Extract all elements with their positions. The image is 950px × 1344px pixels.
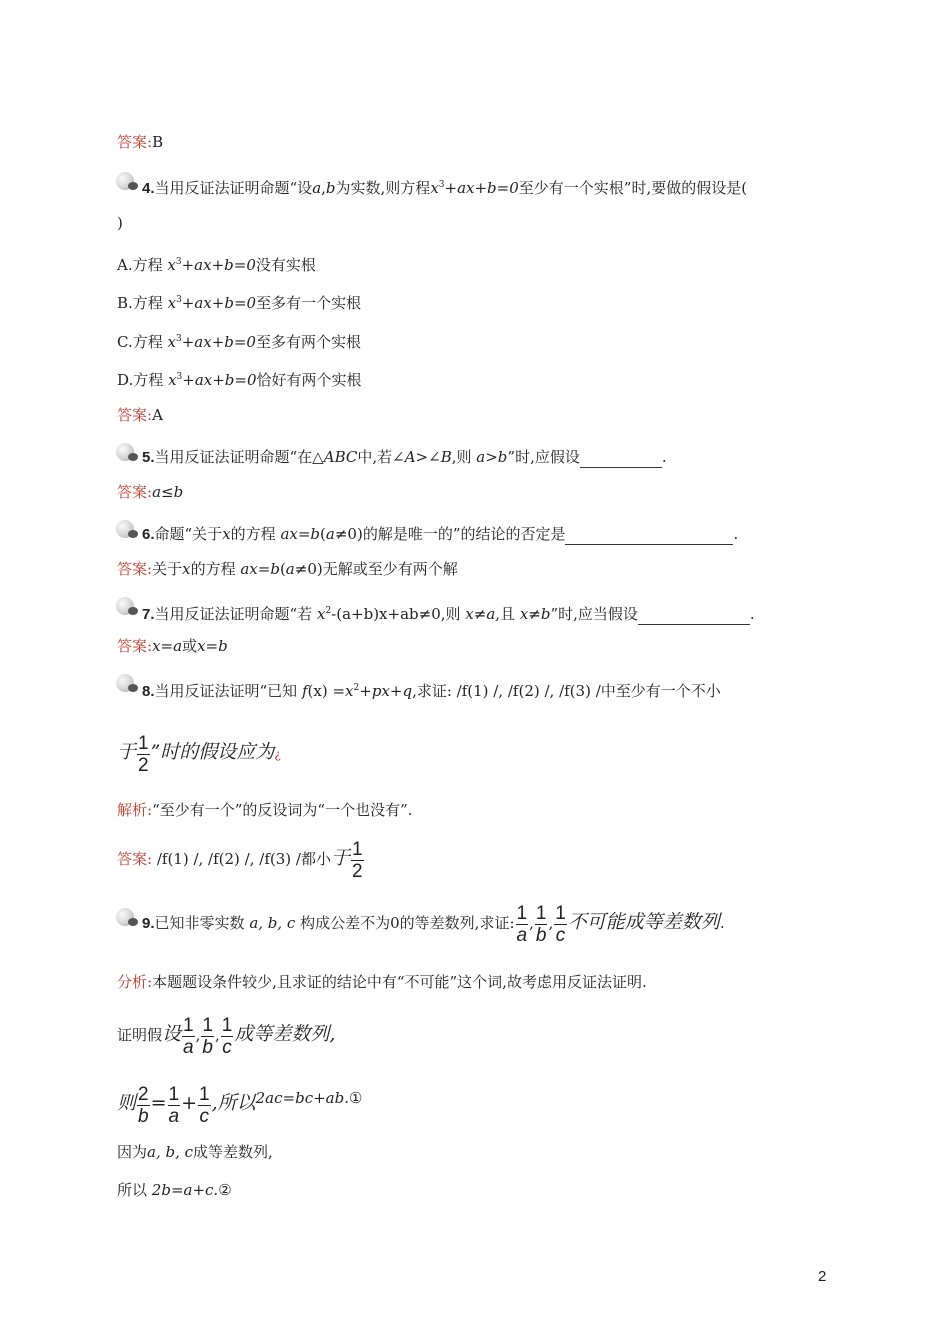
p1-big: 设: [162, 1023, 182, 1045]
equation: +ax+b=0: [182, 371, 257, 389]
q5-text-4: ”时,应假设: [507, 448, 580, 466]
solution-text: “至少有一个”的反设词为“一个也没有”.: [152, 801, 413, 819]
denominator: a: [183, 1036, 194, 1058]
colon: :: [147, 801, 153, 819]
var-a: a: [325, 525, 335, 543]
denominator: 2: [351, 860, 363, 882]
denominator: c: [199, 1105, 210, 1127]
period: .: [733, 525, 739, 543]
vars: a, b, c: [147, 1143, 194, 1161]
q8b-post: ”时的假设应为: [150, 741, 275, 763]
q5-text-1: 当用反证法证明命题“在△: [154, 448, 324, 466]
numerator: 1: [168, 1083, 180, 1105]
p4-equation: 2b=a+c.: [151, 1181, 219, 1199]
answer-6: [117, 559, 458, 579]
var-x: x: [316, 605, 326, 623]
fraction-one-half: [351, 839, 364, 882]
denominator: a: [168, 1105, 180, 1127]
question-bullet-icon: [114, 906, 138, 928]
equation-rest: +px+q: [359, 682, 413, 700]
question-8: [142, 678, 721, 702]
comma: ,: [548, 914, 554, 932]
condition-2: x≠b: [519, 605, 551, 623]
q5-text-3: ,则: [451, 448, 472, 466]
expression: -(a+b)x+ab≠0,则: [331, 605, 461, 623]
var-b: b: [325, 179, 336, 197]
period: .: [719, 914, 725, 932]
question-bullet-icon: [114, 595, 138, 617]
option-letter: A.: [117, 256, 133, 274]
question-4: [142, 175, 747, 199]
q4-option-a: [117, 252, 316, 275]
q6-text-3: 的解是唯一的”的结论的否定是: [362, 525, 566, 543]
circled-two: ②: [218, 1181, 232, 1199]
q8-text-2: ,求证: /f(1) /, /f(2) /, /f(3) /中至少有一个不小: [412, 682, 721, 700]
answer-8: [117, 836, 365, 882]
or-text: 或: [182, 637, 198, 655]
answer-label: 答案: [117, 637, 148, 655]
colon: :: [147, 483, 153, 501]
var-x: x: [167, 294, 177, 312]
q5-text-2: 中,若∠: [357, 448, 405, 466]
p3-post: 成等差数列,: [193, 1143, 273, 1161]
a6-text-1: 关于: [152, 560, 183, 578]
analysis-text: 本题题设条件较少,且求证的结论中有“不可能”这个词,故考虑用反证法证明.: [152, 973, 647, 991]
p1-end: ,: [329, 1023, 336, 1045]
numerator: 1: [555, 902, 566, 924]
comma: ,: [529, 914, 534, 932]
answer-label: 答案: [117, 560, 148, 578]
answer-4: [117, 405, 163, 425]
option-post: 恰好有两个实根: [256, 371, 362, 389]
question-5: [142, 447, 667, 468]
numerator: 1: [221, 1014, 233, 1036]
q9-text-2: 构成公差不为0的等差数列,求证:: [300, 914, 515, 932]
colon: :: [147, 560, 153, 578]
p1-post: 成等差数列: [234, 1023, 330, 1045]
q4-text-2: 为实数,则方程: [335, 179, 431, 197]
option-post: 没有实根: [255, 256, 316, 274]
answer-label: 答案: [117, 406, 148, 424]
q8-text-1: 当用反证法证明“已知: [154, 682, 298, 700]
exponent: 3: [176, 372, 183, 382]
answer-label: 答案: [117, 850, 148, 868]
not-equal: ≠0): [294, 560, 323, 578]
equals-sign: =: [150, 1092, 167, 1114]
answer-3: [117, 132, 163, 152]
numerator: 1: [535, 902, 547, 924]
p3-pre: 因为: [117, 1143, 148, 1161]
equation: =x: [332, 682, 354, 700]
period: .: [661, 448, 667, 466]
fraction-2-over-b: [137, 1084, 150, 1127]
answer-value: A: [152, 406, 163, 424]
exponent: 3: [438, 180, 445, 190]
question-bullet-icon: [114, 672, 138, 694]
option-post: 至多有一个实根: [256, 294, 362, 312]
option-pre: 方程: [133, 371, 164, 389]
answer-blank[interactable]: [565, 528, 733, 545]
denominator: b: [138, 1105, 149, 1127]
var-a: a: [312, 179, 322, 197]
denominator: c: [555, 924, 566, 946]
option-letter: D.: [117, 371, 134, 389]
fraction-1-over-a: [182, 1015, 195, 1058]
denominator: b: [535, 924, 547, 946]
comma: ,: [321, 179, 326, 197]
exponent: 2: [353, 683, 360, 693]
question-bullet-icon: [114, 518, 138, 540]
question-number: 9.: [142, 915, 155, 932]
q7-text-1: 当用反证法证明命题“若: [154, 605, 313, 623]
q4-close-paren: ): [117, 214, 123, 232]
fraction-1-over-c: [221, 1015, 234, 1058]
colon: :: [147, 406, 153, 424]
proof-line-4: [117, 1180, 232, 1200]
solution-8: [117, 800, 413, 820]
option-pre: 方程: [132, 294, 163, 312]
equation: +ax+b=0: [181, 294, 257, 312]
vars: a, b, c: [249, 914, 296, 932]
paren: (: [320, 525, 326, 543]
var-x: x: [168, 371, 177, 389]
question-bullet-icon: [114, 170, 138, 192]
var-x: x: [430, 179, 439, 197]
colon: :: [147, 973, 153, 991]
var-x: x: [222, 525, 231, 543]
colon: :: [147, 850, 153, 868]
answer-pre: 于: [330, 847, 350, 869]
answer-cond-1: x=a: [152, 637, 183, 655]
question-number: 5.: [142, 449, 155, 466]
fraction-one-half: [137, 733, 150, 776]
denominator: 2: [138, 754, 149, 776]
option-pre: 方程: [132, 256, 163, 274]
exponent: 3: [175, 257, 182, 267]
fraction-1-over-a: [516, 903, 529, 946]
answer-value: a≤b: [152, 483, 184, 501]
question-number: 6.: [142, 526, 155, 543]
option-post: 至多有两个实根: [255, 333, 361, 351]
q4-text-3: 至少有一个实根”时,要做的假设是(: [518, 179, 748, 197]
q4-text-1: 当用反证法证明命题“设: [154, 179, 313, 197]
q7-text-3: ”时,应当假设: [550, 605, 638, 623]
angle-a: A: [404, 448, 416, 466]
exponent: 3: [175, 334, 182, 344]
p2-equation: 2ac=bc+ab.: [255, 1089, 349, 1107]
q4-option-b: [117, 290, 361, 313]
question-8-continued: [117, 730, 281, 776]
denominator: b: [202, 1036, 213, 1058]
numerator: 1: [138, 732, 149, 754]
gt-sign: >∠: [415, 448, 441, 466]
p2-pre: 则: [117, 1092, 137, 1114]
equation: +ax+b=0: [444, 179, 519, 197]
paren: (: [279, 560, 286, 578]
answer-text: /f(1) /, /f(2) /, /f(3) /都小: [152, 850, 331, 868]
answer-value: B: [152, 133, 164, 151]
answer-7: [117, 636, 228, 656]
question-6: [142, 524, 738, 545]
equation: ax=b: [240, 560, 280, 578]
option-letter: B.: [117, 294, 133, 312]
a6-text-2: 的方程: [190, 560, 236, 578]
triangle-name: ABC: [323, 448, 358, 466]
proof-line-1: [117, 1012, 335, 1058]
fraction-1-over-c: [198, 1084, 211, 1127]
p2-mid: ,所以: [211, 1092, 256, 1114]
equation: +ax+b=0: [181, 256, 256, 274]
colon: :: [147, 637, 153, 655]
p4-pre: 所以: [117, 1181, 148, 1199]
angle-b: B: [440, 448, 452, 466]
analysis-9: [117, 972, 647, 992]
numerator: 1: [199, 1083, 210, 1105]
solution-label: 解析: [117, 801, 148, 819]
numerator: 1: [516, 902, 528, 924]
numerator: 2: [138, 1083, 149, 1105]
answer-label: 答案: [117, 133, 148, 151]
var-x: x: [167, 333, 176, 351]
fraction-1-over-a: [168, 1084, 181, 1127]
plus-sign: +: [181, 1092, 198, 1114]
period: .: [749, 605, 755, 623]
exponent: 2: [325, 606, 332, 616]
question-number: 7.: [142, 606, 155, 623]
numerator: 1: [183, 1014, 194, 1036]
fraction-1-over-b: [535, 903, 548, 946]
exponent: 3: [176, 295, 182, 305]
condition-1: x≠a: [465, 605, 496, 623]
question-number: 4.: [142, 180, 155, 197]
q8b-pre: 于: [117, 741, 137, 763]
var-x: x: [182, 560, 191, 578]
option-pre: 方程: [132, 333, 163, 351]
fraction-1-over-c: [554, 903, 567, 946]
equation: ax=b: [280, 525, 321, 543]
func-arg: (x): [307, 682, 328, 700]
question-number: 8.: [142, 683, 155, 700]
a6-text-3: 无解或至少有两个解: [322, 560, 458, 578]
q9-text-1: 已知非零实数: [154, 914, 245, 932]
comma: ,: [214, 1026, 220, 1044]
not-equal: ≠0): [334, 525, 363, 543]
var-x: x: [167, 256, 176, 274]
comma: ,: [195, 1026, 201, 1044]
q9-text-3: 不可能成等差数列: [567, 911, 720, 933]
var-a: a: [285, 560, 295, 578]
q7-text-2: ,且: [495, 605, 516, 623]
fraction-1-over-b: [201, 1015, 214, 1058]
numerator: 1: [351, 838, 363, 860]
page-number: 2: [818, 1268, 827, 1285]
q4-option-c: [117, 329, 361, 352]
circled-one: ①: [348, 1089, 363, 1107]
answer-cond-2: x=b: [197, 637, 228, 655]
answer-blank[interactable]: [638, 608, 750, 625]
question-7: [142, 601, 755, 625]
answer-label: 答案: [117, 483, 148, 501]
p1-pre: 证明假: [117, 1026, 163, 1044]
answer-blank[interactable]: [580, 451, 662, 468]
proof-line-2: [117, 1076, 362, 1127]
q6-text-1: 命题“关于: [154, 525, 223, 543]
equation: +ax+b=0: [181, 333, 256, 351]
denominator: a: [516, 924, 528, 946]
colon: :: [147, 133, 153, 151]
q6-text-2: 的方程: [230, 525, 276, 543]
question-9: [142, 900, 725, 946]
answer-5: [117, 482, 183, 502]
denominator: c: [222, 1036, 232, 1058]
analysis-label: 分析: [117, 973, 148, 991]
question-bullet-icon: [114, 441, 138, 463]
proof-line-3: [117, 1142, 273, 1162]
option-letter: C.: [117, 333, 133, 351]
condition: a>b: [476, 448, 508, 466]
numerator: 1: [202, 1014, 213, 1036]
error-mark: ¿: [274, 747, 281, 761]
func-f: f: [301, 682, 308, 700]
q4-option-d: [117, 367, 362, 390]
